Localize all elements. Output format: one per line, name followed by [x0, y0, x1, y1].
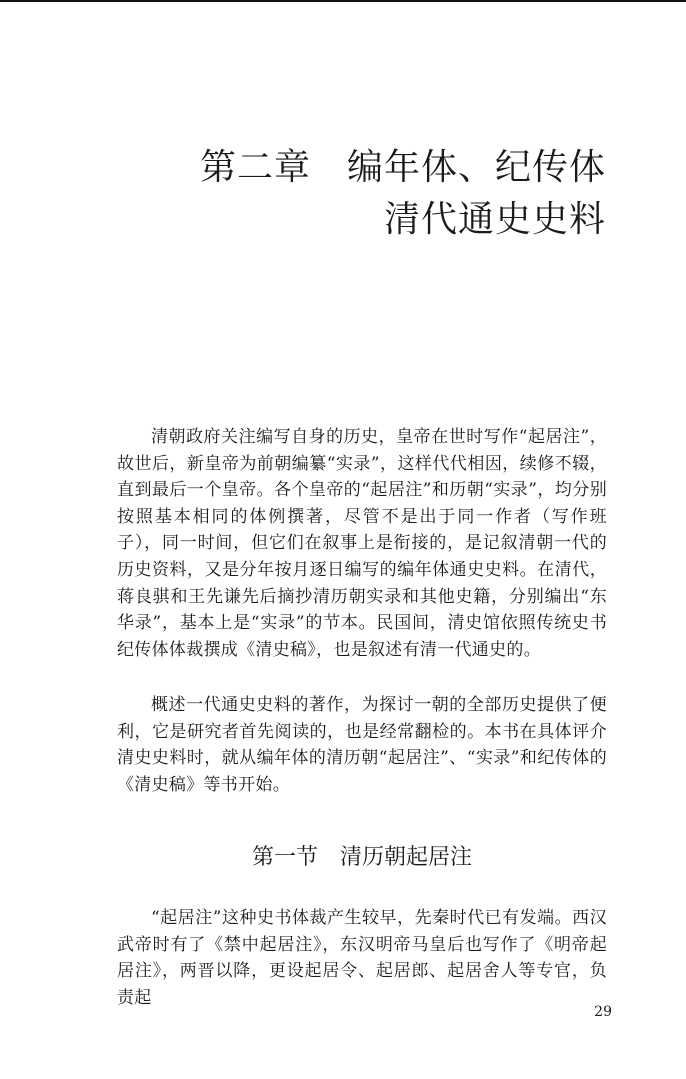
chapter-title-line-1	[200, 142, 606, 194]
body-paragraph-2: 概述一代通史史料的著作，为探讨一朝的全部历史提供了便利，它是研究者首先阅读的，也是经常翻检的。本书在具体评介清史史料时，就从编年体的清历朝“起居注”、“实录”和纪传体的《清史稿》等书开始。	[117, 695, 607, 795]
chapter-title-line-2: 清代通史史料	[383, 199, 606, 240]
chapter-number: 第二章	[199, 147, 311, 188]
page-number: 29	[594, 1004, 612, 1020]
section-number: 第一节	[251, 845, 318, 870]
body-paragraph-1: 清朝政府关注编写自身的历史，皇帝在世时写作“起居注”，故世后，新皇帝为前朝编纂“实录”，这样代代相因，续修不辍，直到最后一个皇帝。各个皇帝的“起居注”和历朝“实录”，均分别按照基本相同的体例撰著，尽管不是出于同一作者（写作班子），同一时间，但它们在叙事上是衔接的，是记叙清朝一代的历史资料，又是分年按月逐日编写的编年体通史史料。在清代，蒋良骐和王先谦先后摘抄清历朝实录和其他史籍，分别编出“东华录”，基本上是“实录”的节本。民国间，清史馆依照传统史书纪传体体裁撰成《清史稿》，也是叙述有清一代通史的。	[117, 427, 607, 660]
chapter-title	[200, 142, 606, 246]
chapter-title-text-1: 编年体、纪传体	[346, 147, 606, 188]
section-title-text: 清历朝起居注	[340, 845, 473, 870]
top-rule	[0, 0, 686, 2]
section-heading	[117, 843, 607, 873]
section-paragraph: “起居注”这种史书体裁产生较早，先秦时代已有发端。西汉武帝时有了《禁中起居注》，东汉明帝马皇后也写作了《明帝起居注》，两晋以降，更设起居令、起居郎、起居舍人等专官，负责起	[117, 908, 607, 1008]
